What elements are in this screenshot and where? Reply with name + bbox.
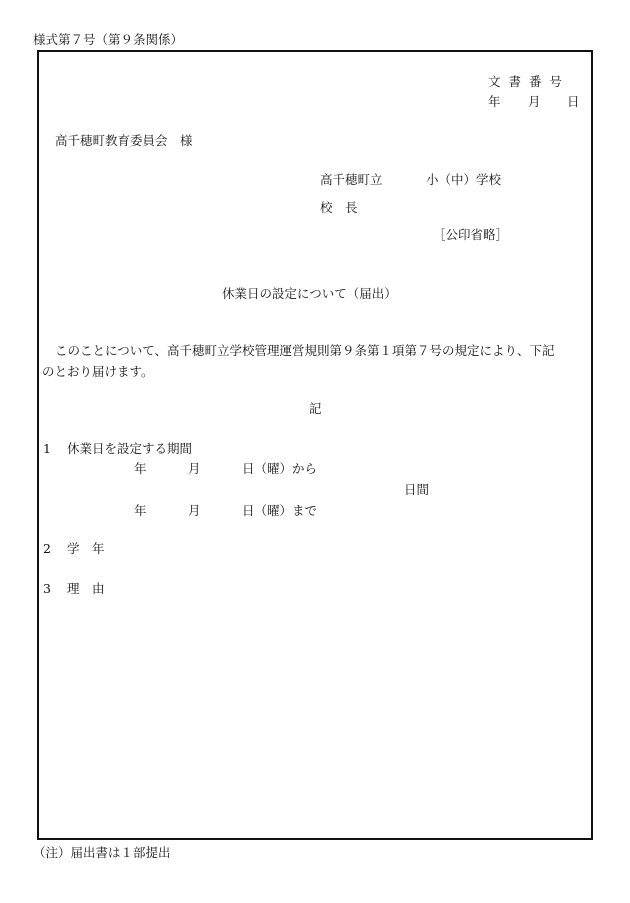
item-1-number: 1: [43, 441, 51, 456]
date-year: 年: [488, 94, 501, 109]
item-3-label: 理 由: [67, 581, 105, 596]
body-text-line-2: のとおり届けます。: [42, 364, 154, 379]
sender-town: 高千穂町立: [320, 172, 383, 187]
item-2-label: 学 年: [67, 541, 105, 556]
seal-omitted-note: ［公印省略］: [433, 227, 509, 242]
date-day: 日: [567, 94, 580, 109]
item-1-label: 休業日を設定する期間: [67, 441, 193, 456]
period-to-day: 日（曜）まで: [242, 503, 318, 518]
document-title: 休業日の設定について（届出）: [222, 286, 397, 301]
footnote: （注）届出書は１部提出: [33, 845, 171, 860]
period-from-day: 日（曜）から: [242, 461, 318, 476]
ki-heading: 記: [309, 401, 322, 416]
period-to-year: 年: [134, 503, 147, 518]
form-label: 様式第７号（第９条関係）: [33, 32, 184, 47]
document-number-label: 文 書 番 号: [488, 74, 564, 89]
item-3-number: 3: [43, 581, 51, 596]
date-month: 月: [528, 94, 541, 109]
days-count-label: 日間: [404, 482, 430, 497]
body-text-line-1: このことについて、高千穂町立学校管理運営規則第９条第１項第７号の規定により、下記: [55, 343, 555, 358]
period-from-year: 年: [134, 461, 147, 476]
sender-principal: 校 長: [320, 200, 358, 215]
item-2-number: 2: [43, 541, 51, 556]
sender-school: 小（中）学校: [426, 172, 502, 187]
addressee: 高千穂町教育委員会 様: [55, 133, 193, 148]
period-to-month: 月: [188, 503, 201, 518]
period-from-month: 月: [188, 461, 201, 476]
